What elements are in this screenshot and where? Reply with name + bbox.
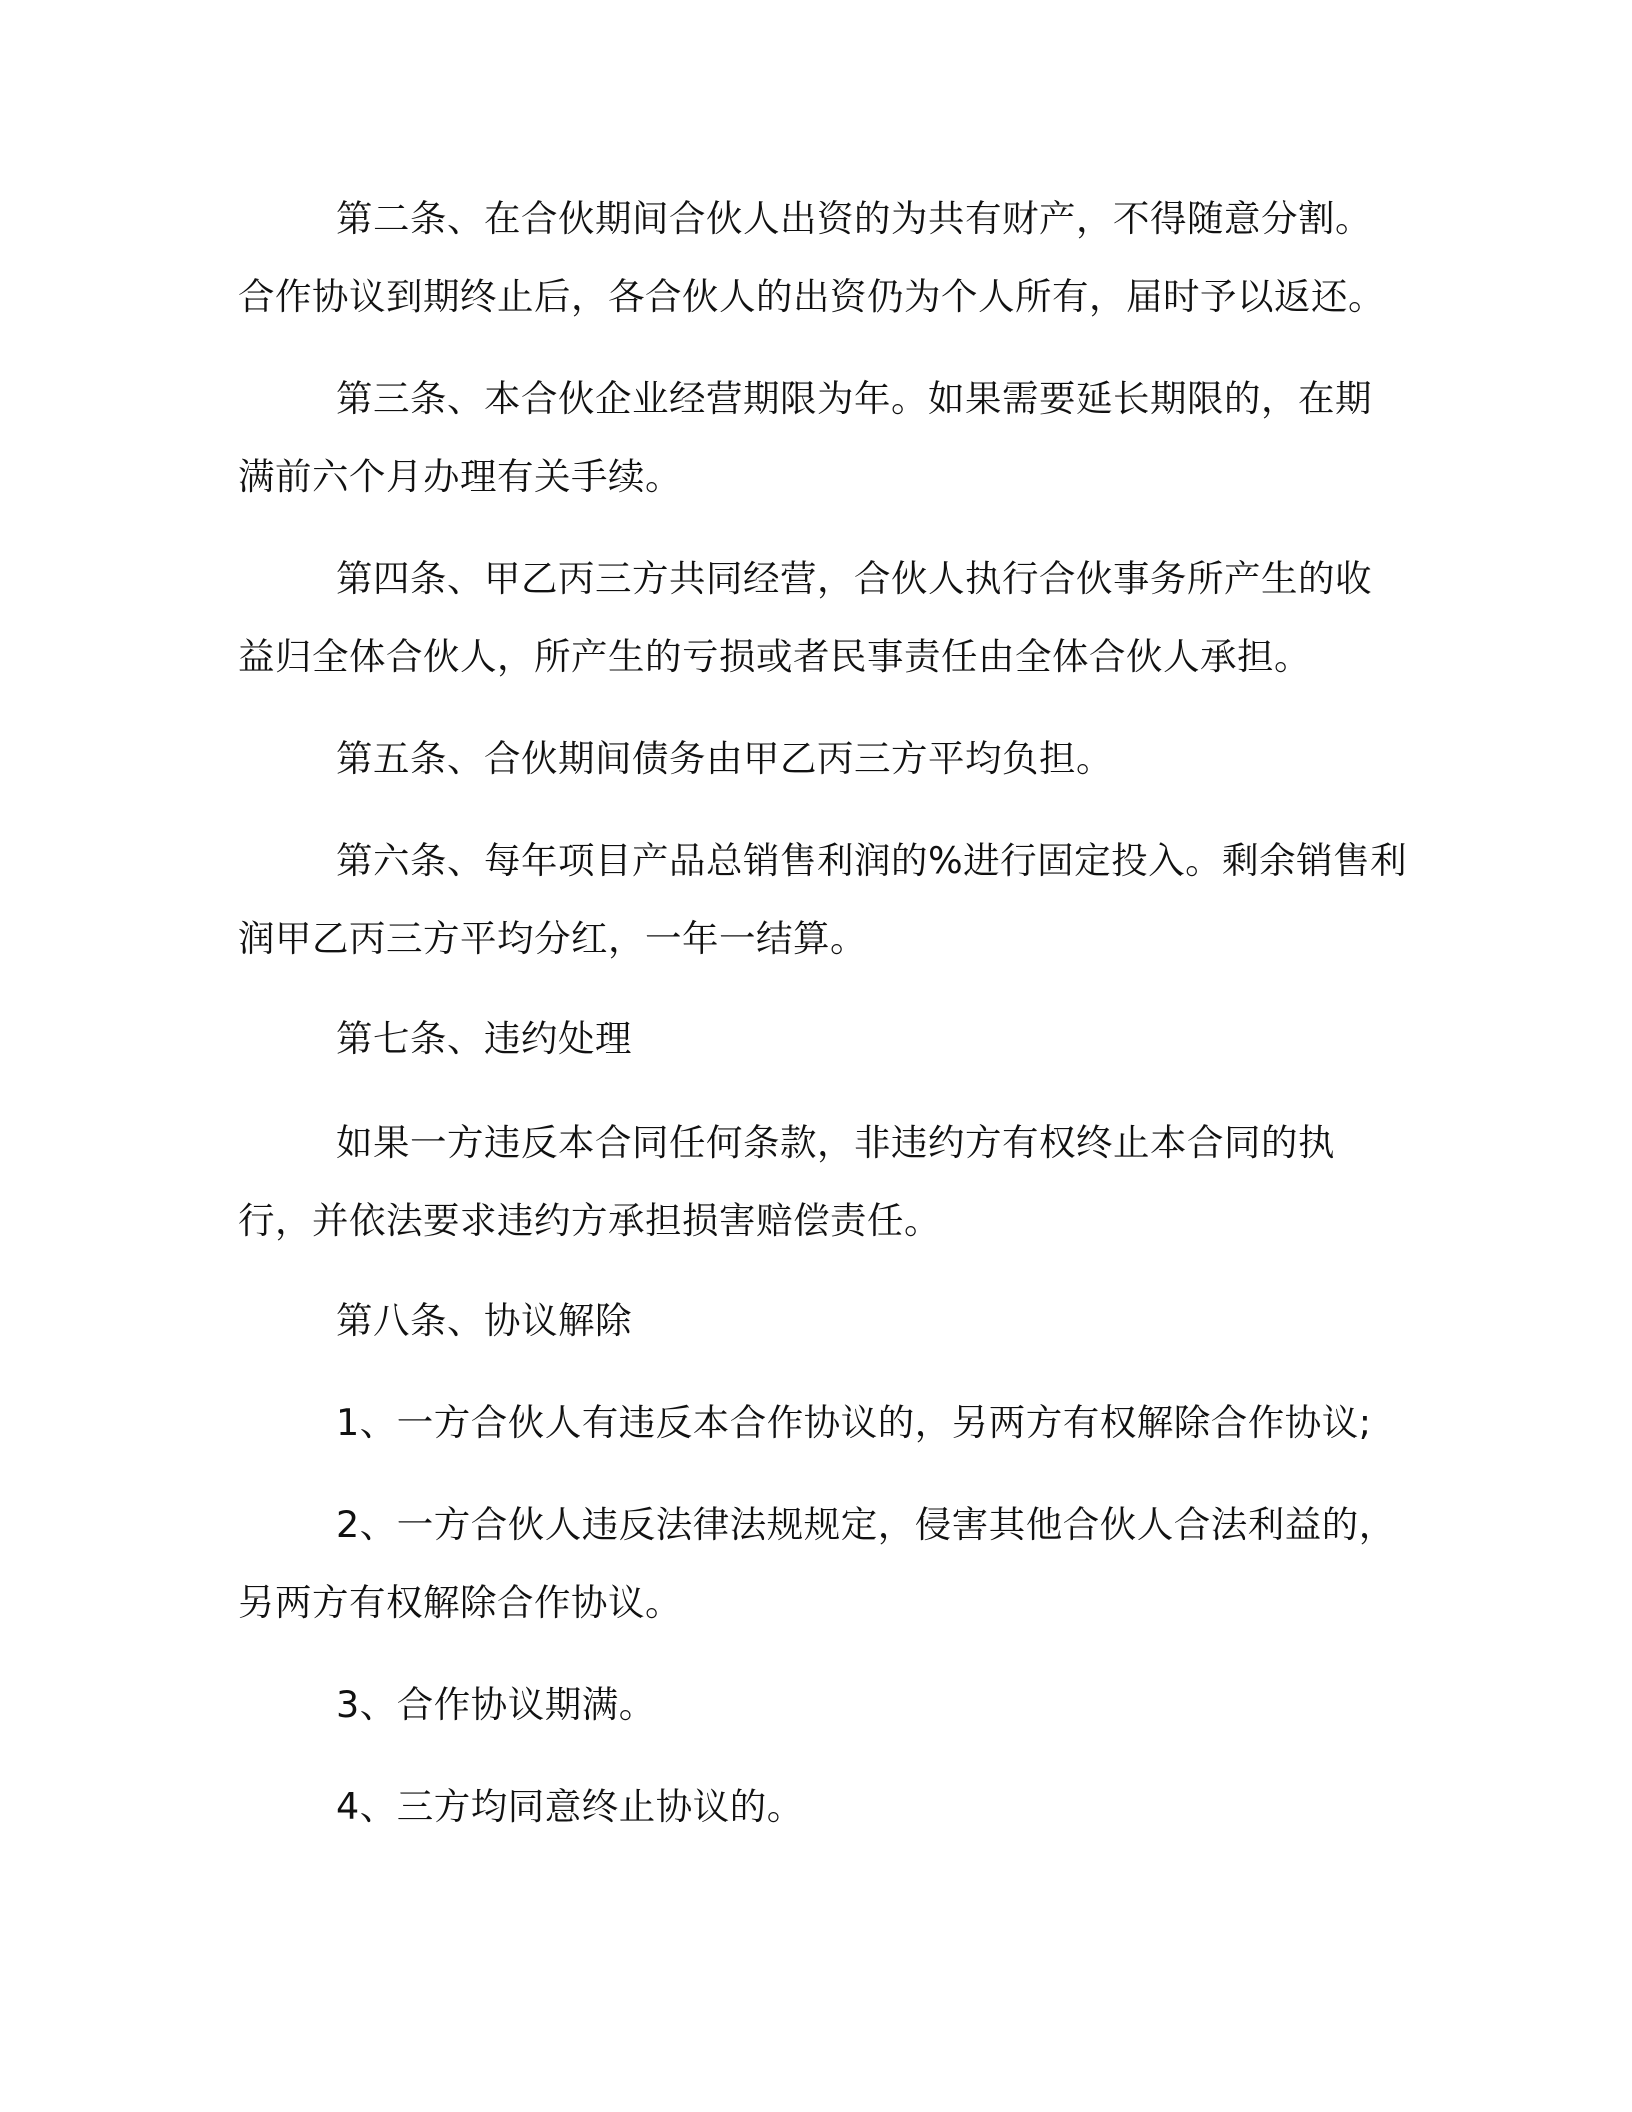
paragraph-termination-item-2: 2、一方合伙人违反法律法规规定，侵害其他合伙人合法利益的，另两方有权解除合作协议。: [238, 1503, 1396, 1624]
paragraph-article-6: 第六条、每年项目产品总销售利润的%进行固定投入。剩余销售利润甲乙丙三方平均分红，一年一结算。: [238, 839, 1408, 960]
paragraph-breach-clause: 如果一方违反本合同任何条款，非违约方有权终止本合同的执行，并依法要求违约方承担损害赔偿责任。: [238, 1121, 1335, 1242]
paragraph-termination-item-4: 4、三方均同意终止协议的。: [336, 1785, 804, 1828]
paragraph-article-7-heading: 第七条、违约处理: [336, 1017, 632, 1060]
paragraph-termination-item-3: 3、合作协议期满。: [336, 1683, 656, 1726]
paragraph-termination-item-1: 1、一方合伙人有违反本合作协议的，另两方有权解除合作协议;: [336, 1401, 1372, 1444]
paragraph-article-5: 第五条、合伙期间债务由甲乙丙三方平均负担。: [336, 737, 1113, 780]
paragraph-article-4: 第四条、甲乙丙三方共同经营，合伙人执行合伙事务所产生的收益归全体合伙人，所产生的亏损或者民事责任由全体合伙人承担。: [238, 557, 1372, 678]
paragraph-article-2: 第二条、在合伙期间合伙人出资的为共有财产，不得随意分割。合作协议到期终止后，各合伙人的出资仍为个人所有，届时予以返还。: [238, 197, 1385, 318]
paragraph-article-8-heading: 第八条、协议解除: [336, 1299, 632, 1342]
paragraph-article-3: 第三条、本合伙企业经营期限为年。如果需要延长期限的，在期满前六个月办理有关手续。: [238, 377, 1372, 498]
